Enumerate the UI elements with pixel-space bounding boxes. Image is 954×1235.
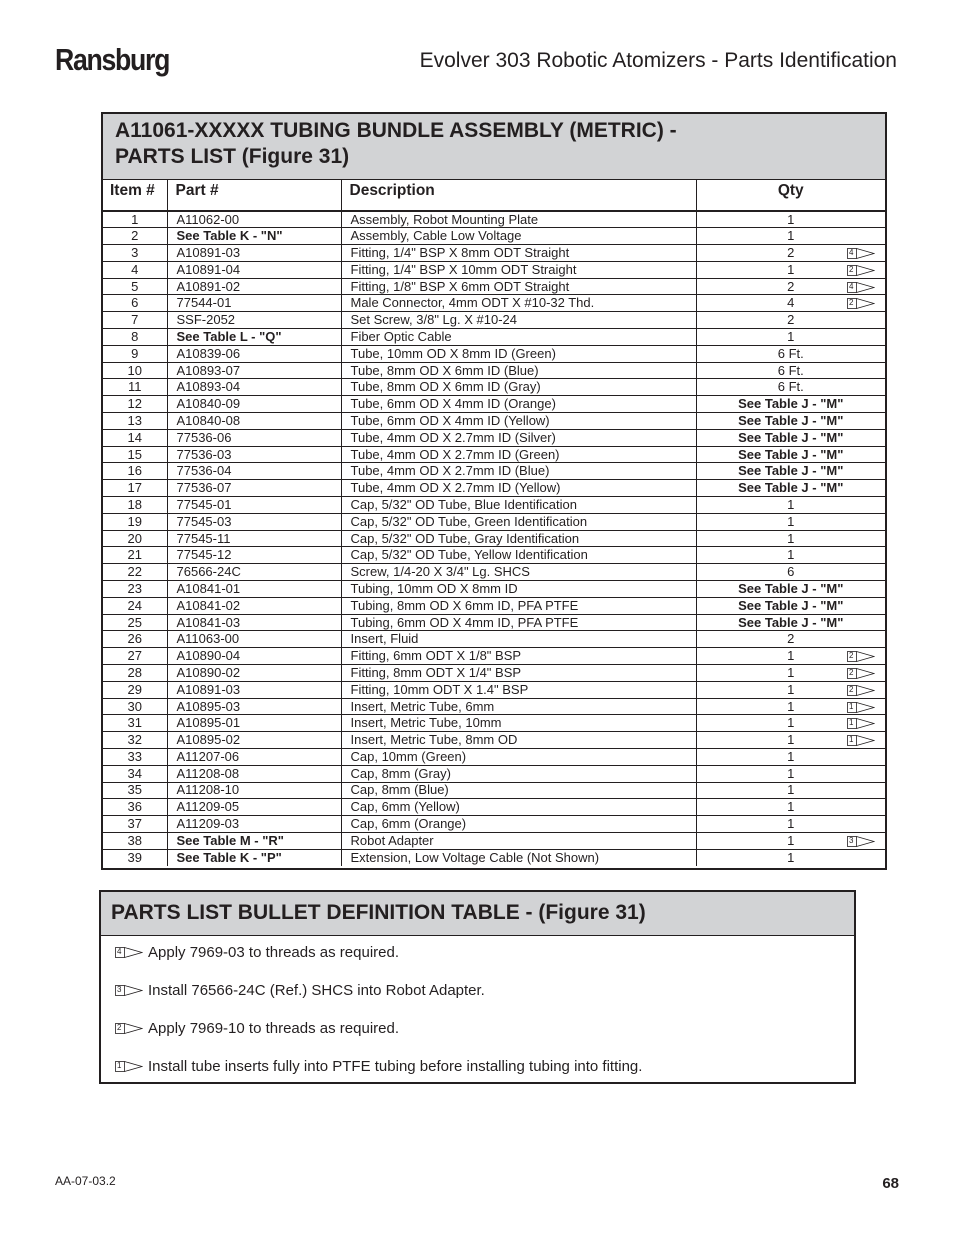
description-cell: Cap, 8mm (Gray): [341, 765, 696, 782]
table-row: [103, 261, 885, 278]
parts-list-title: [103, 114, 885, 180]
bullet-number: 4: [849, 248, 854, 258]
page-number: 68: [882, 1175, 899, 1192]
table-row: [103, 312, 885, 329]
part-number-cell: A11208-10: [167, 782, 341, 799]
bullet-flag-icon: [115, 985, 143, 996]
bullet-flag-icon: [847, 718, 875, 729]
document-title: Evolver 303 Robotic Atomizers - Parts Identification: [419, 49, 897, 72]
description-cell: Fitting, 1/4" BSP X 10mm ODT Straight: [341, 261, 696, 278]
table-row: [103, 698, 885, 715]
item-number-cell: 24: [103, 597, 167, 614]
part-number-cell: 77545-11: [167, 530, 341, 547]
item-number-cell: 35: [103, 782, 167, 799]
part-number-cell: See Table K - "P": [167, 849, 341, 866]
bullet-flag-icon: [847, 248, 875, 259]
description-cell: Tubing, 8mm OD X 6mm ID, PFA PTFE: [341, 597, 696, 614]
parts-list-panel: [101, 112, 887, 870]
part-number-cell: SSF-2052: [167, 312, 341, 329]
description-cell: Set Screw, 3/8" Lg. X #10-24: [341, 312, 696, 329]
table-row: [103, 665, 885, 682]
table-row: [103, 597, 885, 614]
item-number-cell: 30: [103, 698, 167, 715]
qty-cell: 6 Ft.: [696, 379, 885, 396]
qty-cell: 4 2: [696, 295, 885, 312]
qty-cell: 1: [696, 799, 885, 816]
description-cell: Fitting, 1/8" BSP X 6mm ODT Straight: [341, 278, 696, 295]
bullet-number: 2: [849, 651, 854, 661]
bullet-flag-icon: [847, 702, 875, 713]
item-number-cell: 18: [103, 497, 167, 514]
part-number-cell: A10840-09: [167, 396, 341, 413]
qty-cell: 1: [696, 530, 885, 547]
part-number-cell: A10839-06: [167, 345, 341, 362]
bullet-number: 2: [117, 1022, 122, 1032]
bullet-flag-icon: [115, 1061, 143, 1072]
description-cell: Cap, 6mm (Orange): [341, 816, 696, 833]
part-number-cell: A10840-08: [167, 413, 341, 430]
table-row: [103, 816, 885, 833]
table-row: [103, 362, 885, 379]
description-cell: Tube, 8mm OD X 6mm ID (Gray): [341, 379, 696, 396]
table-row: [103, 547, 885, 564]
bullet-number: 2: [849, 684, 854, 694]
bullet-number: 1: [849, 735, 854, 745]
description-cell: Cap, 6mm (Yellow): [341, 799, 696, 816]
qty-cell: See Table J - "M": [696, 597, 885, 614]
qty-cell: 6: [696, 564, 885, 581]
item-number-cell: 28: [103, 665, 167, 682]
bullet-number: 3: [849, 835, 854, 845]
qty-cell: 1 1: [696, 732, 885, 749]
bullet-number: 2: [849, 298, 854, 308]
part-number-cell: A10895-01: [167, 715, 341, 732]
table-row: [103, 564, 885, 581]
description-cell: Screw, 1/4-20 X 3/4" Lg. SHCS: [341, 564, 696, 581]
item-number-cell: 38: [103, 832, 167, 849]
bullet-definition-text: Install tube inserts fully into PTFE tubing before installing tubing into fitting.: [148, 1058, 643, 1075]
item-number-cell: 1: [103, 211, 167, 228]
part-number-cell: A10841-03: [167, 614, 341, 631]
qty-cell: See Table J - "M": [696, 413, 885, 430]
part-number-cell: A10893-07: [167, 362, 341, 379]
part-number-cell: 76566-24C: [167, 564, 341, 581]
item-number-cell: 31: [103, 715, 167, 732]
bullet-flag-icon: [847, 282, 875, 293]
item-number-cell: 8: [103, 329, 167, 346]
part-number-cell: A10841-02: [167, 597, 341, 614]
bullet-number: 4: [117, 946, 122, 956]
description-cell: Insert, Metric Tube, 6mm: [341, 698, 696, 715]
table-row: [103, 849, 885, 866]
bullet-definition-item: [115, 982, 485, 1000]
part-number-cell: A10893-04: [167, 379, 341, 396]
item-number-cell: 36: [103, 799, 167, 816]
table-row: [103, 345, 885, 362]
qty-cell: 2: [696, 631, 885, 648]
description-cell: Cap, 5/32" OD Tube, Green Identification: [341, 513, 696, 530]
parts-list-title-line2: PARTS LIST (Figure 31): [115, 145, 350, 168]
bullet-number: 2: [849, 264, 854, 274]
table-row: [103, 749, 885, 766]
column-header-qty: Qty: [696, 180, 885, 211]
bullet-definition-text: Install 76566-24C (Ref.) SHCS into Robot Adapter.: [148, 982, 485, 999]
description-cell: Tube, 10mm OD X 8mm ID (Green): [341, 345, 696, 362]
item-number-cell: 17: [103, 480, 167, 497]
brand-logo: Ransburg: [55, 42, 170, 77]
table-row: [103, 732, 885, 749]
item-number-cell: 20: [103, 530, 167, 547]
table-row: [103, 497, 885, 514]
item-number-cell: 37: [103, 816, 167, 833]
description-cell: Cap, 10mm (Green): [341, 749, 696, 766]
table-row: [103, 799, 885, 816]
table-row: [103, 379, 885, 396]
description-cell: Tube, 4mm OD X 2.7mm ID (Silver): [341, 429, 696, 446]
item-number-cell: 11: [103, 379, 167, 396]
bullet-definition-item: [115, 944, 399, 962]
bullet-definition-item: [115, 1058, 642, 1076]
qty-cell: 1: [787, 849, 795, 865]
part-number-cell: A10891-02: [167, 278, 341, 295]
item-number-cell: 6: [103, 295, 167, 312]
part-number-cell: See Table M - "R": [167, 832, 341, 849]
item-number-cell: 10: [103, 362, 167, 379]
description-cell: Tube, 4mm OD X 2.7mm ID (Yellow): [341, 480, 696, 497]
item-number-cell: 12: [103, 396, 167, 413]
part-number-cell: A11207-06: [167, 749, 341, 766]
table-row: [103, 463, 885, 480]
part-number-cell: A10891-04: [167, 261, 341, 278]
part-number-cell: A10890-02: [167, 665, 341, 682]
qty-cell: 1: [696, 816, 885, 833]
bullet-flag-icon: [847, 735, 875, 746]
qty-cell: 1 2: [696, 665, 885, 682]
item-number-cell: 9: [103, 345, 167, 362]
description-cell: Cap, 5/32" OD Tube, Gray Identification: [341, 530, 696, 547]
qty-cell: 1: [696, 228, 885, 245]
table-row: [103, 715, 885, 732]
description-cell: Insert, Fluid: [341, 631, 696, 648]
table-row: [103, 681, 885, 698]
part-number-cell: A10891-03: [167, 245, 341, 262]
part-number-cell: 77545-12: [167, 547, 341, 564]
qty-cell: See Table J - "M": [696, 446, 885, 463]
description-cell: Male Connector, 4mm ODT X #10-32 Thd.: [341, 295, 696, 312]
table-row: [103, 329, 885, 346]
part-number-cell: A11062-00: [167, 211, 341, 228]
description-cell: Tubing, 6mm OD X 4mm ID, PFA PTFE: [341, 614, 696, 631]
item-number-cell: 14: [103, 429, 167, 446]
bullet-flag-icon: [847, 265, 875, 276]
table-row: [103, 581, 885, 598]
table-row: [103, 429, 885, 446]
part-number-cell: See Table L - "Q": [167, 329, 341, 346]
description-cell: Fiber Optic Cable: [341, 329, 696, 346]
bullet-definition-text: Apply 7969-10 to threads as required.: [148, 1020, 399, 1037]
table-row: [103, 446, 885, 463]
item-number-cell: 39: [103, 849, 167, 866]
bullet-number: 3: [117, 984, 122, 994]
bullet-flag-icon: [847, 651, 875, 662]
description-cell: Insert, Metric Tube, 10mm: [341, 715, 696, 732]
document-number: AA-07-03.2: [55, 1174, 116, 1188]
bullet-number: 1: [117, 1060, 122, 1070]
table-row: [103, 631, 885, 648]
parts-table-body: [103, 211, 885, 866]
item-number-cell: 7: [103, 312, 167, 329]
qty-cell: 1: [696, 765, 885, 782]
description-cell: Fitting, 1/4" BSP X 8mm ODT Straight: [341, 245, 696, 262]
part-number-cell: 77545-01: [167, 497, 341, 514]
qty-cell: 1: [696, 513, 885, 530]
item-number-cell: 32: [103, 732, 167, 749]
table-row: [103, 530, 885, 547]
description-cell: Fitting, 10mm ODT X 1.4" BSP: [341, 681, 696, 698]
part-number-cell: A10891-03: [167, 681, 341, 698]
qty-cell: See Table J - "M": [696, 480, 885, 497]
item-number-cell: 4: [103, 261, 167, 278]
column-header-item: Item #: [103, 180, 167, 211]
qty-cell: 2: [696, 312, 885, 329]
qty-cell: 1 1: [696, 715, 885, 732]
item-number-cell: 2: [103, 228, 167, 245]
bullet-flag-icon: [847, 298, 875, 309]
qty-cell: 1 2: [696, 648, 885, 665]
table-row: [103, 513, 885, 530]
qty-cell: 1 1: [696, 698, 885, 715]
bullet-flag-icon: [115, 947, 143, 958]
qty-cell: 1: [696, 749, 885, 766]
qty-cell: 1: [696, 497, 885, 514]
table-row: [103, 614, 885, 631]
column-header-description: Description: [341, 180, 696, 211]
bullet-number: 2: [849, 668, 854, 678]
bullet-number: 4: [849, 281, 854, 291]
description-cell: Tube, 4mm OD X 2.7mm ID (Green): [341, 446, 696, 463]
qty-cell: 1: [696, 547, 885, 564]
description-cell: Cap, 8mm (Blue): [341, 782, 696, 799]
bullet-flag-icon: [847, 668, 875, 679]
part-number-cell: A10890-04: [167, 648, 341, 665]
description-cell: Fitting, 8mm ODT X 1/4" BSP: [341, 665, 696, 682]
qty-cell: 2 4: [696, 245, 885, 262]
qty-cell: 1 2: [696, 681, 885, 698]
item-number-cell: 22: [103, 564, 167, 581]
description-cell: Tube, 6mm OD X 4mm ID (Orange): [341, 396, 696, 413]
bullet-number: 1: [849, 701, 854, 711]
qty-cell: 2 4: [696, 278, 885, 295]
description-cell: Assembly, Robot Mounting Plate: [341, 211, 696, 228]
bullet-definition-text: Apply 7969-03 to threads as required.: [148, 944, 399, 961]
qty-cell: 1 3: [696, 832, 885, 849]
table-row: [103, 765, 885, 782]
table-row: [103, 648, 885, 665]
part-number-cell: A11209-03: [167, 816, 341, 833]
part-number-cell: A11063-00: [167, 631, 341, 648]
bullet-number: 1: [849, 718, 854, 728]
part-number-cell: 77536-03: [167, 446, 341, 463]
bullet-definition-panel: [99, 890, 856, 1084]
description-cell: Tube, 6mm OD X 4mm ID (Yellow): [341, 413, 696, 430]
table-row: [103, 211, 885, 228]
bullet-flag-icon: [115, 1023, 143, 1034]
part-number-cell: 77536-07: [167, 480, 341, 497]
table-row: [103, 413, 885, 430]
table-header-row: [103, 180, 885, 211]
item-number-cell: 27: [103, 648, 167, 665]
bullet-definition-title: PARTS LIST BULLET DEFINITION TABLE - (Figure 31): [101, 892, 854, 936]
item-number-cell: 5: [103, 278, 167, 295]
description-cell: Extension, Low Voltage Cable (Not Shown): [341, 849, 696, 866]
part-number-cell: A11209-05: [167, 799, 341, 816]
column-header-part: Part #: [167, 180, 341, 211]
table-row: [103, 228, 885, 245]
part-number-cell: A10841-01: [167, 581, 341, 598]
qty-cell: 6 Ft.: [696, 345, 885, 362]
item-number-cell: 25: [103, 614, 167, 631]
table-row: [103, 245, 885, 262]
table-row: [103, 396, 885, 413]
item-number-cell: 16: [103, 463, 167, 480]
part-number-cell: A11208-08: [167, 765, 341, 782]
item-number-cell: 23: [103, 581, 167, 598]
bullet-flag-icon: [847, 836, 875, 847]
item-number-cell: 21: [103, 547, 167, 564]
item-number-cell: 33: [103, 749, 167, 766]
table-row: [103, 480, 885, 497]
item-number-cell: 19: [103, 513, 167, 530]
description-cell: Fitting, 6mm ODT X 1/8" BSP: [341, 648, 696, 665]
part-number-cell: 77545-03: [167, 513, 341, 530]
part-number-cell: 77536-06: [167, 429, 341, 446]
qty-cell: 1: [696, 782, 885, 799]
part-number-cell: 77536-04: [167, 463, 341, 480]
item-number-cell: 26: [103, 631, 167, 648]
description-cell: Cap, 5/32" OD Tube, Blue Identification: [341, 497, 696, 514]
qty-cell: See Table J - "M": [696, 581, 885, 598]
description-cell: Robot Adapter: [341, 832, 696, 849]
description-cell: Tube, 4mm OD X 2.7mm ID (Blue): [341, 463, 696, 480]
part-number-cell: A10895-02: [167, 732, 341, 749]
part-number-cell: 77544-01: [167, 295, 341, 312]
description-cell: Tubing, 10mm OD X 8mm ID: [341, 581, 696, 598]
item-number-cell: 3: [103, 245, 167, 262]
bullet-flag-icon: [847, 685, 875, 696]
item-number-cell: 13: [103, 413, 167, 430]
table-row: [103, 782, 885, 799]
part-number-cell: A10895-03: [167, 698, 341, 715]
description-cell: Tube, 8mm OD X 6mm ID (Blue): [341, 362, 696, 379]
qty-cell: 1: [696, 329, 885, 346]
description-cell: Assembly, Cable Low Voltage: [341, 228, 696, 245]
item-number-cell: 29: [103, 681, 167, 698]
item-number-cell: 15: [103, 446, 167, 463]
part-number-cell: See Table K - "N": [167, 228, 341, 245]
qty-cell: 1: [696, 211, 885, 228]
qty-cell: 6 Ft.: [696, 362, 885, 379]
table-row: [103, 278, 885, 295]
bullet-definition-item: [115, 1020, 399, 1038]
qty-cell: See Table J - "M": [696, 396, 885, 413]
description-cell: Insert, Metric Tube, 8mm OD: [341, 732, 696, 749]
qty-cell: 1 2: [696, 261, 885, 278]
item-number-cell: 34: [103, 765, 167, 782]
table-row: [103, 295, 885, 312]
qty-cell: See Table J - "M": [696, 429, 885, 446]
parts-list-title-line1: A11061-XXXXX TUBING BUNDLE ASSEMBLY (METRIC) -: [115, 119, 677, 142]
parts-table: [103, 180, 885, 866]
qty-cell: See Table J - "M": [696, 463, 885, 480]
table-row: [103, 832, 885, 849]
qty-cell: See Table J - "M": [696, 614, 885, 631]
description-cell: Cap, 5/32" OD Tube, Yellow Identification: [341, 547, 696, 564]
